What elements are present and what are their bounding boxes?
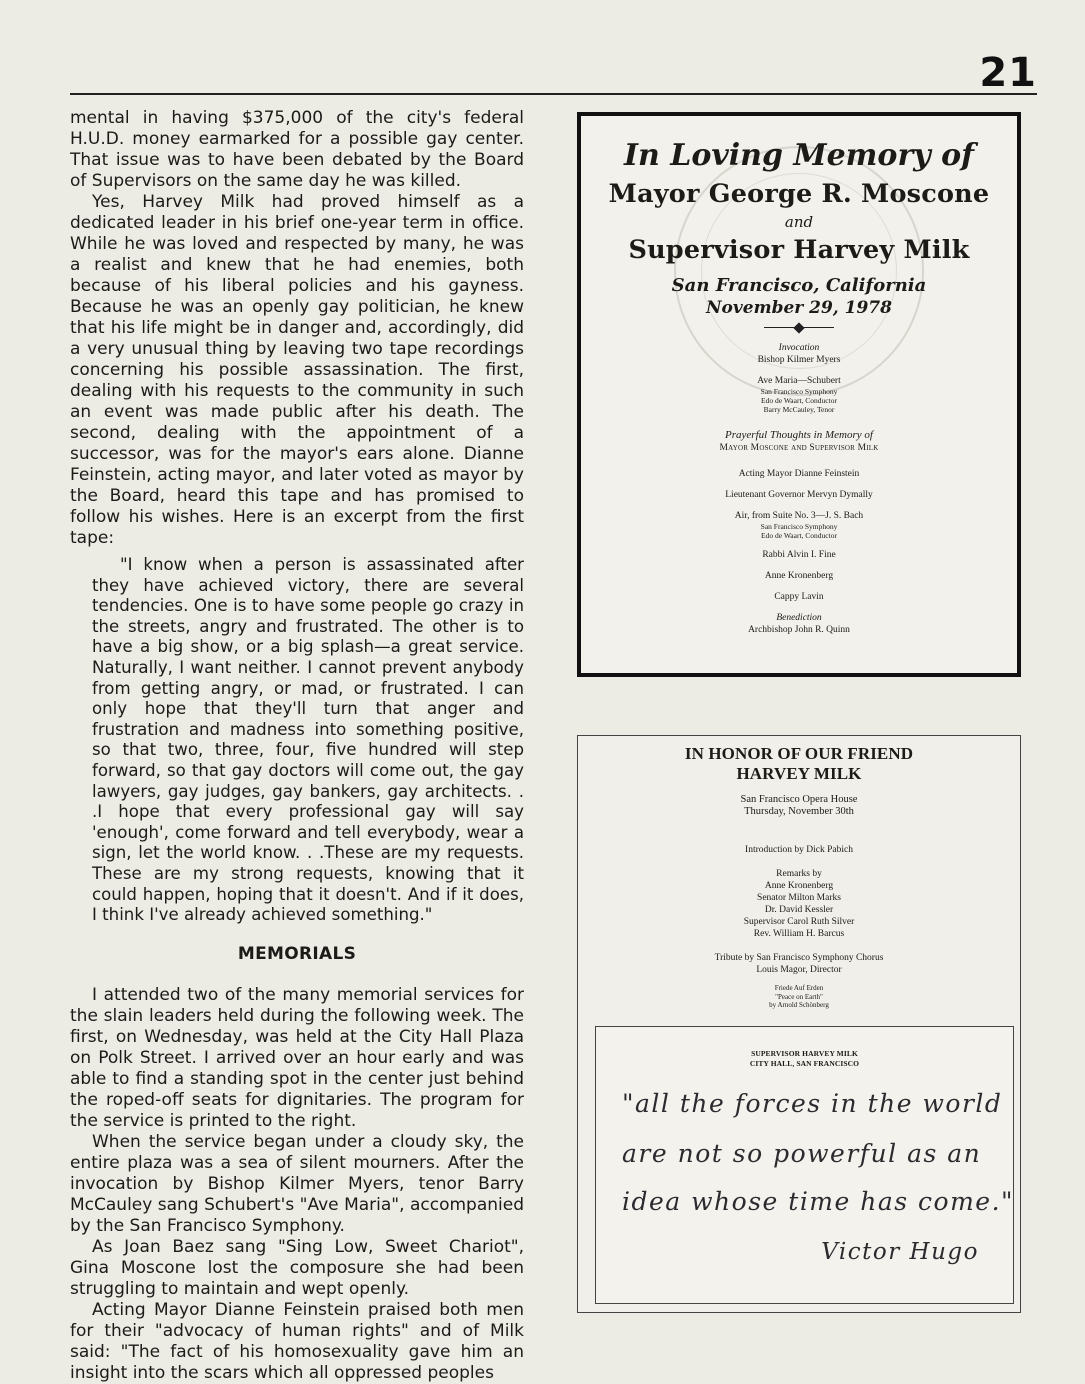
- article-paragraph: mental in having $375,000 of the city's federal H.U.D. money earmarked for a possible gay center. That issue was to have been debated by the Board of Supervisors on the same day he was killed.: [70, 108, 524, 191]
- program2-tribute: Tribute by San Francisco Symphony Chorus: [714, 953, 884, 963]
- program2-title-line2: HARVEY MILK: [736, 764, 862, 783]
- program2-date: Thursday, November 30th: [744, 806, 854, 817]
- program-place: San Francisco, California: [671, 275, 927, 296]
- article-paragraph: When the service began under a cloudy sky, the entire plaza was a sea of silent mourners. After the invocation by Bishop Kilmer Myers, tenor Barry McCauley sang Schubert's "Ave Maria", accompanied by the San Francisco Symphony.: [70, 1131, 524, 1236]
- program-music: Air, from Suite No. 3—J. S. Bach: [734, 511, 864, 521]
- program2-remarks-label: Remarks by: [776, 869, 822, 879]
- program-participant: Edo de Waart, Conductor: [761, 531, 837, 540]
- program-participant: Archbishop John R. Quinn: [748, 625, 850, 635]
- program-honoree-milk: Supervisor Harvey Milk: [628, 235, 970, 265]
- program-participant: Cappy Lavin: [774, 592, 824, 602]
- ornament-divider-icon: [764, 324, 834, 332]
- program2-title-line1: IN HONOR OF OUR FRIEND: [684, 744, 914, 763]
- article-paragraph: Acting Mayor Dianne Feinstein praised both men for their "advocacy of human rights" and of Milk said: "The fact of his homosexuality gave him an insight into the scars which all oppressed peoples: [70, 1299, 524, 1383]
- program2-intro: Introduction by Dick Pabich: [745, 845, 853, 855]
- program2-speaker: Rev. William H. Barcus: [753, 929, 845, 939]
- program2-speaker: Anne Kronenberg: [764, 881, 834, 891]
- program-date: November 29, 1978: [706, 298, 892, 318]
- handwritten-quote-line: "all the forces in the world: [622, 1089, 1003, 1118]
- program-label: Invocation: [778, 343, 820, 353]
- program-participant: Bishop Kilmer Myers: [757, 355, 841, 365]
- program-honoree-moscone: Mayor George R. Moscone: [608, 179, 990, 209]
- article-paragraph: As Joan Baez sang "Sing Low, Sweet Chariot", Gina Moscone lost the composure she had been struggling to maintain and wept openly.: [70, 1236, 524, 1299]
- memorial-program-city-hall: [577, 112, 1021, 677]
- article-paragraph: I attended two of the many memorial services for the slain leaders held during the following week. The first, on Wednesday, was held at the City Hall Plaza on Polk Street. I arrived over an hour early and was able to find a standing spot in the center just behind the roped-off seats for dignitaries. The program for the service is printed to the right.: [70, 984, 524, 1131]
- article-paragraph: Yes, Harvey Milk had proved himself as a dedicated leader in his brief one-year term in office. While he was loved and respected by many, he was a realist and knew that he had enemies, both because of his liberal policies and his gayness. Because he was an openly gay politician, he knew that his life might be in danger and, accordingly, did a very unusual thing by leaving two tape recordings concerning his possible assassination. The first, dealing with his requests to the community in such an event was made public after his death. The second, dealing with the appointment of a successor, was for the mayor's ears alone. Dianne Feinstein, acting mayor, and later voted as mayor by the Board, heard this tape and has promised to follow his wishes. Here is an excerpt from the first tape:: [70, 192, 524, 548]
- handwritten-signature: Victor Hugo: [821, 1239, 979, 1265]
- program-music: Ave Maria—Schubert: [757, 376, 841, 386]
- program-participant: Lieutenant Governor Mervyn Dymally: [725, 490, 873, 500]
- section-heading-memorials: MEMORIALS: [237, 943, 357, 964]
- program-label: Prayerful Thoughts in Memory of: [725, 429, 873, 441]
- handwritten-quote-line: idea whose time has come.": [622, 1187, 1015, 1216]
- program2-speaker: Senator Milton Marks: [757, 893, 841, 903]
- program2-piece: Friede Auf Erden: [774, 984, 824, 992]
- page-number: 21: [979, 50, 1037, 96]
- article-column: [70, 108, 524, 1384]
- program2-piece: "Peace on Earth": [775, 992, 823, 1001]
- program2-speaker: Supervisor Carol Ruth Silver: [743, 917, 855, 927]
- memorial-program-opera-house: [577, 735, 1021, 1313]
- program-participant: Barry McCauley, Tenor: [763, 405, 835, 414]
- program-participant: Rabbi Alvin I. Fine: [762, 550, 836, 560]
- note-letterhead-name: SUPERVISOR HARVEY MILK: [751, 1049, 858, 1058]
- program-label: Benediction: [776, 613, 822, 623]
- tape-quote: "I know when a person is assassinated after they have achieved victory, there are several tendencies. One is to have some people go crazy in the streets, angry and frustrated. The other is to have a big show, or a big splash—a great service. Naturally, I want neither. I cannot prevent anybody from getting angry, or mad, or frustrated. I can only hope that they'll turn that anger and frustration and madness into something positive, so that two, three, four, five hundred will step forward, so that gay doctors will come out, the gay lawyers, gay judges, gay bankers, gay architects. . .I hope that every professional gay will say 'enough', come forward and tell everybody, wear a sign, let the world know. . .These are my requests. These are my strong requests, knowing that it could happen, hoping that it doesn't. And if it does, I think I've already achieved something.": [92, 555, 524, 925]
- program-participant: Anne Kronenberg: [764, 571, 834, 581]
- handwritten-quote-line: are not so powerful as an: [622, 1139, 982, 1168]
- note-letterhead-address: CITY HALL, SAN FRANCISCO: [749, 1059, 860, 1068]
- program2-speaker: Dr. David Kessler: [764, 905, 834, 915]
- program-participant: Edo de Waart, Conductor: [761, 396, 837, 405]
- program2-director: Louis Magor, Director: [756, 965, 842, 975]
- program-participant: Mayor Moscone and Supervisor Milk: [719, 443, 879, 453]
- program-participant: San Francisco Symphony: [760, 387, 838, 396]
- program-and: and: [784, 213, 814, 231]
- handwritten-note-card: [595, 1026, 1014, 1304]
- program2-piece: by Arnold Schönberg: [769, 1001, 829, 1009]
- program-participant: Acting Mayor Dianne Feinstein: [738, 469, 860, 479]
- program-participant: San Francisco Symphony: [760, 522, 838, 531]
- header-rule: [70, 93, 1037, 95]
- program2-venue: San Francisco Opera House: [740, 794, 858, 805]
- program-title: In Loving Memory of: [623, 138, 975, 173]
